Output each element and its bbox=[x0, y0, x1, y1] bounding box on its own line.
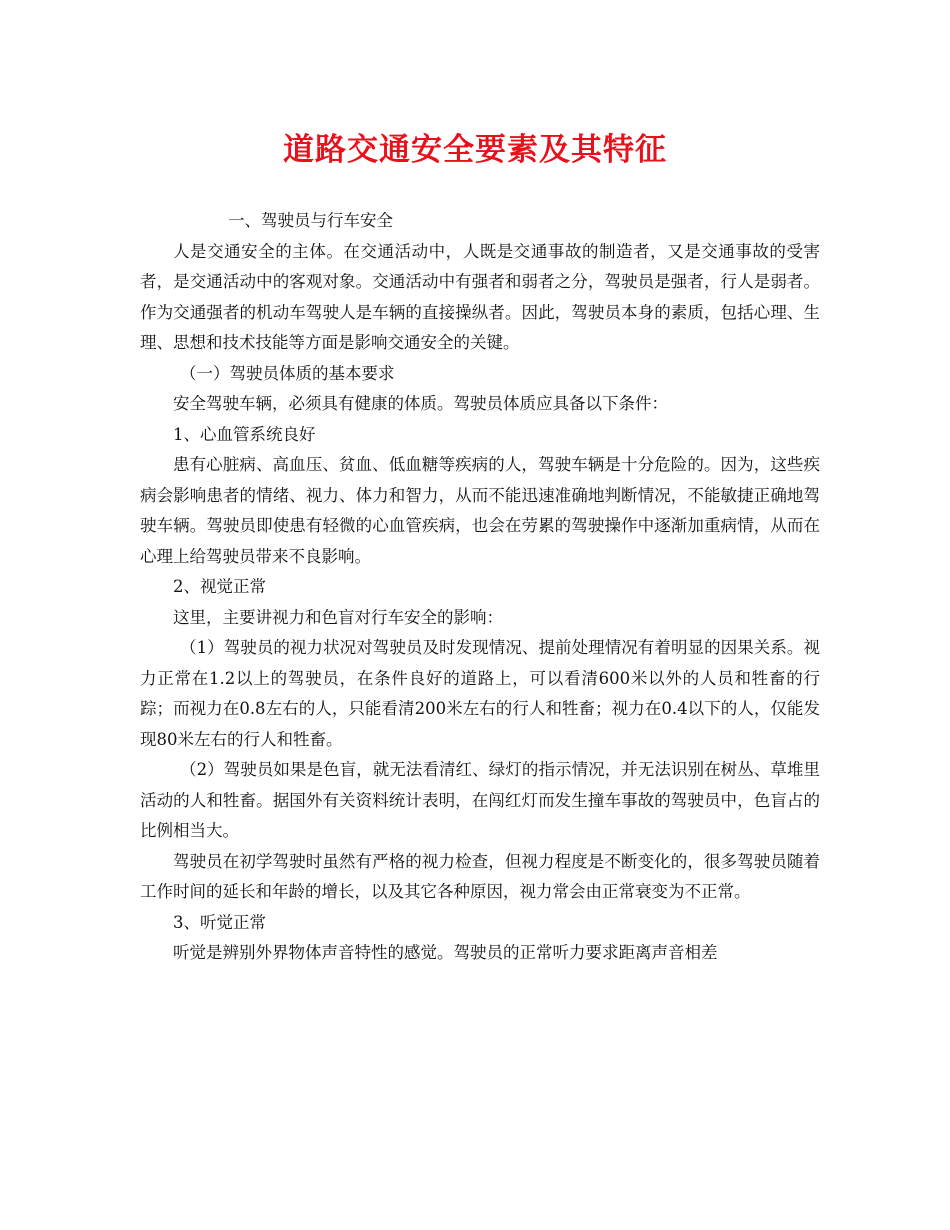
section-heading: 一、驾驶员与行车安全 bbox=[228, 211, 393, 230]
subsection-heading: （一）驾驶员体质的基本要求 bbox=[180, 363, 395, 383]
paragraph: 听觉是辨别外界物体声音特性的感觉。驾驶员的正常听力要求距离声音相差 bbox=[173, 943, 718, 962]
paragraph: （2）驾驶员如果是色盲，就无法看清红、绿灯的指示情况，并无法识别在树丛、草堆里活动的人和牲畜。据国外有关资料统计表明，在闯红灯而发生撞车事故的驾驶员中，色盲占的比例相当大。 bbox=[140, 760, 820, 840]
paragraph: 这里，主要讲视力和色盲对行车安全的影响： bbox=[173, 607, 503, 627]
paragraph: 安全驾驶车辆，必须具有健康的体质。驾驶员体质应具备以下条件： bbox=[173, 394, 668, 413]
document-title: 道路交通安全要素及其特征 bbox=[283, 132, 667, 168]
document-body bbox=[140, 206, 820, 969]
paragraph: 人是交通安全的主体。在交通活动中，人既是交通事故的制造者，又是交通事故的受害者，是交通活动中的客观对象。交通活动中有强者和弱者之分，驾驶员是强者，行人是弱者。作为交通强者的机动车驾驶人是车辆的直接操纵者。因此，驾驶员本身的素质，包括心理、生理、思想和技术技能等方面是影响交通安全的关键。 bbox=[140, 241, 820, 352]
item-heading: 3、听觉正常 bbox=[173, 912, 266, 932]
paragraph: （1）驾驶员的视力状况对驾驶员及时发现情况、提前处理情况有着明显的因果关系。视力正常在1.2以上的驾驶员，在条件良好的道路上，可以看清600米以外的人员和牲畜的行踪；而视力在0.8左右的人，只能看清200米左右的行人和牲畜；视力在0.4以下的人，仅能发现80米左右的行人和牲畜。 bbox=[140, 638, 820, 749]
item-heading: 2、视觉正常 bbox=[173, 577, 266, 596]
paragraph: 患有心脏病、高血压、贫血、低血糖等疾病的人，驾驶车辆是十分危险的。因为，这些疾病会影响患者的情绪、视力、体力和智力，从而不能迅速准确地判断情况，不能敏捷正确地驾驶车辆。驾驶员即使患有轻微的心血管疾病，也会在劳累的驾驶操作中逐渐加重病情，从而在心理上给驾驶员带来不良影响。 bbox=[140, 455, 820, 566]
item-heading: 1、心血管系统良好 bbox=[173, 424, 316, 444]
paragraph: 驾驶员在初学驾驶时虽然有严格的视力检查，但视力程度是不断变化的，很多驾驶员随着工作时间的延长和年龄的增长，以及其它各种原因，视力常会由正常衰变为不正常。 bbox=[140, 851, 820, 901]
